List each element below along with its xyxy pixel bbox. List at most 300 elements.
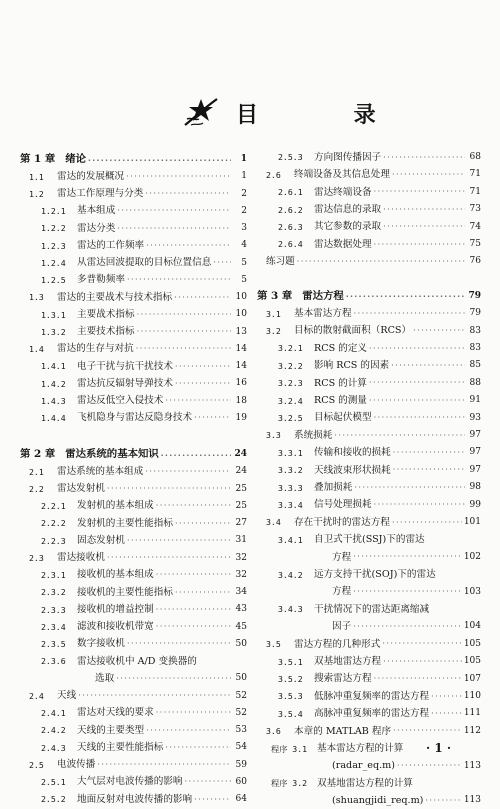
toc-entry-title: 雷达的生存与对抗: [57, 343, 134, 355]
toc-leader-dots: [369, 397, 465, 405]
toc-leader-dots: [107, 485, 231, 493]
toc-entry-number: 2.5.2: [41, 794, 66, 805]
toc-entry[interactable]: [257, 497, 481, 514]
toc-entry-title: 雷达的主要战术与技术指标: [57, 291, 173, 303]
toc-leader-dots: [383, 206, 465, 214]
toc-entry-number: 2.3.3: [41, 604, 66, 615]
toc-page-number: 79: [469, 308, 481, 319]
toc-leader-dots: [392, 171, 465, 179]
toc-leader-dots: [393, 466, 465, 474]
toc-entry-number: 3.2.3: [278, 378, 303, 389]
toc-leader-dots: [353, 623, 462, 631]
toc-entry-title: 雷达系统的基本组成: [57, 465, 144, 477]
toc-entry[interactable]: [20, 498, 247, 515]
toc-entry-number: 1.4: [29, 344, 44, 355]
toc-page-number: 75: [469, 239, 481, 249]
toc-entry[interactable]: [20, 341, 247, 358]
toc-entry-title: 接收机的主要性能指标: [77, 586, 173, 598]
toc-entry[interactable]: [20, 410, 247, 427]
toc-page-number: 85: [469, 360, 481, 371]
toc-entry-title: 基本雷达方程的计算: [317, 742, 404, 754]
toc-entry[interactable]: [257, 323, 481, 340]
toc-entry[interactable]: [20, 272, 247, 289]
toc-leader-dots: [156, 606, 231, 614]
toc-entry-number: 2.3: [29, 552, 44, 563]
toc-leader-dots: [354, 310, 465, 318]
toc-leader-dots: [156, 709, 231, 717]
toc-entry-number: 3.3: [266, 430, 281, 441]
toc-page-number: 102: [463, 551, 481, 562]
feather-star-logo-icon: [181, 95, 221, 131]
toc-page-number: 97: [469, 464, 481, 475]
toc-entry-title: (radar_eq.m): [332, 760, 396, 772]
toc-leader-dots: [374, 241, 465, 249]
toc-entry[interactable]: [257, 688, 481, 705]
toc-entry-number: 2.5.3: [278, 152, 303, 163]
toc-entry[interactable]: [20, 237, 247, 254]
toc-entry-number: 2.6.4: [278, 239, 303, 250]
toc-entry-title: 雷达接收机: [57, 552, 105, 564]
toc-entry-number: 2.4.2: [41, 725, 66, 736]
toc-entry[interactable]: [257, 236, 481, 253]
toc-entry[interactable]: [257, 201, 481, 218]
toc-entry[interactable]: [257, 653, 481, 670]
toc-entry[interactable]: [20, 636, 247, 653]
toc-page-number: 60: [235, 776, 247, 787]
toc-page-number: 24: [234, 449, 247, 459]
toc-entry-title: 搜索雷达方程: [314, 673, 372, 685]
toc-entry-title: 多普勒频率: [77, 274, 125, 286]
toc-entry-number: 1.2: [29, 188, 44, 199]
toc-page-number: 79: [468, 290, 481, 301]
toc-page-number: 103: [463, 586, 481, 597]
toc-entry[interactable]: [257, 514, 481, 531]
toc-entry-number: 程序 3.2: [271, 778, 308, 789]
toc-entry-title: 雷达数据处理: [314, 238, 372, 250]
toc-entry-title: 电波传播: [57, 759, 96, 771]
toc-page-number: 52: [235, 690, 247, 701]
toc-page-number: 54: [235, 742, 247, 753]
toc-entry[interactable]: [20, 791, 247, 808]
toc-entry[interactable]: [20, 463, 247, 480]
toc-entry-number: 3.3.4: [278, 499, 303, 510]
toc-page-number: 14: [235, 361, 247, 371]
toc-entry-title: 天线波束形状损耗: [314, 464, 391, 476]
toc-entry[interactable]: [257, 444, 481, 461]
toc-entry[interactable]: [20, 186, 247, 203]
toc-leader-dots: [137, 311, 231, 319]
page-title: 目 录: [236, 103, 420, 128]
toc-page-number: 27: [235, 518, 247, 528]
toc-page-number: 105: [463, 656, 481, 667]
toc-entry-title: 主要战术指标: [77, 308, 135, 320]
toc-entry-number: 3.4.1: [278, 534, 303, 545]
toc-entry-title: 雷达系统的基本知识: [65, 448, 159, 461]
toc-entry[interactable]: [20, 306, 247, 323]
toc-entry-number: 2.4.3: [41, 742, 66, 753]
toc-page-number: 24: [235, 466, 247, 477]
toc-entry[interactable]: [20, 393, 247, 410]
toc-entry[interactable]: [257, 166, 481, 183]
toc-entry-title: 发射机的基本组成: [77, 500, 154, 512]
toc-entry[interactable]: [20, 739, 247, 756]
toc-leader-dots: [117, 207, 231, 215]
toc-page-number: 113: [463, 795, 481, 806]
toc-entry-number: 3.2.2: [278, 360, 303, 371]
toc-entry[interactable]: [257, 531, 481, 548]
toc-entry-title: 绪论: [65, 153, 87, 166]
toc-page-number: 68: [469, 152, 481, 162]
toc-entry[interactable]: [20, 203, 247, 220]
toc-entry[interactable]: [20, 601, 247, 618]
toc-entry[interactable]: [20, 774, 247, 791]
toc-entry[interactable]: [257, 566, 481, 583]
toc-page-number: 111: [463, 708, 481, 719]
toc-entry-number: 1.3: [29, 292, 44, 303]
toc-leader-dots: [346, 292, 465, 300]
toc-entry-title: 主要技术指标: [77, 326, 135, 338]
toc-entry[interactable]: [257, 636, 481, 653]
toc-entry-title: 目标的散射截面积（RCS）: [294, 325, 412, 337]
toc-entry-title: 接收机的基本组成: [77, 569, 154, 581]
toc-entry-title: 系统损耗: [294, 429, 333, 441]
toc-leader-dots: [137, 328, 231, 336]
toc-leader-dots: [156, 571, 231, 579]
toc-leader-dots: [383, 658, 462, 666]
toc-page-number: 98: [469, 482, 481, 493]
toc-entry[interactable]: [257, 357, 481, 374]
toc-entry[interactable]: [257, 305, 481, 322]
toc-page-number: 34: [235, 587, 247, 597]
toc-entry-title: 电子干扰与抗干扰技术: [77, 360, 173, 372]
toc-chapter-entry[interactable]: [20, 151, 247, 168]
toc-entry-number: 3.2.1: [278, 343, 303, 354]
toc-entry-number: 2.3.4: [41, 621, 66, 632]
toc-entry-number: 3.4.2: [278, 569, 303, 580]
toc-entry-number: 3.2: [266, 325, 281, 336]
toc-entry-title: 因子: [332, 621, 352, 633]
toc-entry[interactable]: [257, 671, 481, 688]
toc-entry-title: 远方支持干扰(SOJ)下的雷达: [314, 568, 436, 580]
toc-entry-title: RCS 的计算: [314, 377, 367, 389]
toc-page-number: 10: [235, 309, 247, 320]
toc-page-number: 31: [235, 535, 247, 546]
toc-entry-number: 1.4.1: [41, 361, 66, 372]
toc-entry[interactable]: [20, 375, 247, 392]
toc-page-number: 105: [463, 638, 481, 649]
toc-leader-dots: [174, 294, 231, 302]
toc-entry-title: 雷达发射机: [57, 483, 105, 495]
toc-leader-dots: [397, 762, 462, 770]
toc-entry[interactable]: [20, 757, 247, 774]
toc-entry[interactable]: [257, 549, 481, 566]
toc-entry-number: 2.2.2: [41, 518, 66, 529]
toc-entry-number: 2.6.2: [278, 204, 303, 215]
toc-entry[interactable]: [20, 220, 247, 237]
toc-leader-dots: [126, 173, 231, 181]
toc-entry[interactable]: [257, 253, 481, 270]
toc-entry-number: 3.4.3: [278, 604, 303, 615]
toc-entry-number: 2.5: [29, 759, 44, 770]
toc-leader-dots: [383, 154, 465, 162]
toc-leader-dots: [161, 451, 231, 459]
toc-page-number: 50: [235, 673, 247, 684]
toc-leader-dots: [374, 675, 462, 683]
toc-page-number: 113: [463, 760, 481, 771]
toc-entry-number: 3.5.4: [278, 708, 303, 719]
toc-entry[interactable]: [20, 532, 247, 549]
toc-page-number: 16: [235, 378, 247, 389]
toc-entry[interactable]: [257, 792, 481, 809]
toc-leader-dots: [431, 693, 462, 701]
toc-entry-number: 2.6: [266, 169, 281, 180]
toc-leader-dots: [334, 432, 465, 440]
toc-leader-dots: [175, 520, 231, 528]
toc-leader-dots: [213, 259, 231, 267]
toc-entry-title: 雷达对天线的要求: [77, 707, 154, 719]
toc-entry-title: 数字接收机: [77, 638, 125, 650]
toc-entry-title: 本章的 MATLAB 程序: [294, 725, 392, 737]
toc-entry-number: 2.6.1: [278, 187, 303, 198]
toc-leader-dots: [374, 188, 465, 196]
toc-page-number: 32: [235, 569, 247, 580]
toc-page-number: 99: [469, 499, 481, 510]
toc-entry-title: 天线: [57, 690, 77, 702]
toc-page-number: 93: [469, 412, 481, 423]
toc-entry-number: 3.5.2: [278, 673, 303, 684]
toc-page-number: 104: [463, 621, 481, 632]
toc-leader-dots: [431, 710, 462, 718]
toc-entry-number: 3.3.2: [278, 465, 303, 476]
toc-page-number: 10: [235, 292, 247, 302]
toc-entry-number: 1.1: [29, 171, 44, 182]
toc-entry-title: 雷达分类: [77, 222, 116, 234]
toc-entry-number: 1.4.2: [41, 378, 66, 389]
toc-entry-number: 第 3 章: [257, 290, 293, 303]
toc-page-number: 25: [235, 483, 247, 494]
toc-page-number: 64: [235, 794, 247, 804]
toc-entry-number: 2.3.1: [41, 570, 66, 581]
toc-entry[interactable]: [20, 670, 247, 687]
toc-entry-title: 雷达抗反辐射导弹技术: [77, 377, 173, 389]
toc-entry[interactable]: [257, 584, 481, 601]
toc-entry[interactable]: [257, 601, 481, 618]
toc-entry-title: 存在干扰时的雷达方程: [294, 516, 390, 528]
toc-leader-dots: [116, 675, 231, 683]
toc-leader-dots: [391, 362, 465, 370]
toc-entry-number: 2.2.3: [41, 535, 66, 546]
toc-entry[interactable]: [257, 479, 481, 496]
toc-entry-number: 3.2.4: [278, 395, 303, 406]
toc-leader-dots: [383, 223, 465, 231]
toc-entry-number: 2.3.6: [41, 656, 66, 667]
toc-leader-dots: [354, 484, 465, 492]
toc-leader-dots: [156, 623, 231, 631]
toc-entry-title: 天线的主要类型: [77, 724, 145, 736]
toc-leader-dots: [145, 468, 231, 476]
toc-entry-number: 3.2.5: [278, 412, 303, 423]
toc-entry-number: 1.2.3: [41, 240, 66, 251]
toc-entry[interactable]: [20, 255, 247, 272]
toc-entry[interactable]: [257, 184, 481, 201]
toc-entry-number: 程序 3.1: [271, 743, 308, 754]
toc-entry-title: 基本组成: [77, 205, 116, 217]
toc-page-number: 43: [235, 604, 247, 615]
toc-header: [0, 95, 500, 135]
toc-entry-number: 2.4.1: [41, 708, 66, 719]
toc-leader-dots: [88, 156, 231, 164]
toc-entry[interactable]: [20, 705, 247, 722]
toc-page-number: 50: [235, 638, 247, 649]
toc-entry[interactable]: [257, 149, 481, 166]
toc-entry[interactable]: [257, 375, 481, 392]
toc-entry-title: 叠加损耗: [314, 481, 353, 493]
toc-entry-number: 3.5.1: [278, 656, 303, 667]
toc-entry-title: 基本雷达方程: [294, 307, 352, 319]
toc-entry[interactable]: [257, 427, 481, 444]
toc-entry-title: 选取: [95, 672, 115, 684]
toc-leader-dots: [156, 502, 231, 510]
toc-page-number: 76: [469, 256, 481, 267]
toc-page-number: 18: [235, 395, 247, 406]
toc-leader-dots: [413, 327, 465, 335]
toc-entry[interactable]: [20, 722, 247, 739]
toc-page-number: 5: [241, 257, 247, 268]
toc-entry[interactable]: [257, 723, 481, 740]
toc-page-number: 1: [241, 171, 247, 182]
toc-entry[interactable]: [257, 775, 481, 792]
toc-entry-number: 1.4.3: [41, 395, 66, 406]
toc-entry-number: 3.5.3: [278, 691, 303, 702]
toc-page-number: 14: [235, 343, 247, 354]
toc-entry-number: 1.3.1: [41, 309, 66, 320]
toc-entry-title: 高脉冲重复频率的雷达方程: [314, 708, 430, 720]
toc-leader-dots: [382, 640, 461, 648]
toc-chapter-entry[interactable]: [20, 446, 247, 463]
toc-leader-dots: [393, 449, 465, 457]
toc-leader-dots: [165, 744, 231, 752]
toc-leader-dots: [369, 345, 465, 353]
toc-page-number: 71: [469, 169, 481, 180]
toc-leader-dots: [78, 692, 231, 700]
toc-entry-number: 2.3.2: [41, 587, 66, 598]
toc-entry-title: 雷达的工作频率: [77, 239, 145, 251]
toc-entry[interactable]: [257, 392, 481, 409]
toc-entry-title: 信号处理损耗: [314, 499, 372, 511]
toc-entry-title: 目标起伏模型: [314, 412, 372, 424]
toc-page-number: 97: [469, 430, 481, 440]
toc-entry-title: 其它参数的录取: [314, 221, 382, 233]
toc-page-number: 45: [235, 621, 247, 632]
toc-page-number: 97: [469, 447, 481, 458]
toc-entry[interactable]: [20, 567, 247, 584]
toc-leader-dots: [97, 761, 231, 769]
toc-entry-title: 双基地雷达方程的计算: [317, 777, 413, 789]
toc-page-number: 25: [235, 500, 247, 511]
toc-entry-number: 3.3.1: [278, 447, 303, 458]
toc-page-number: 2: [241, 188, 247, 199]
toc-leader-dots: [117, 225, 231, 233]
toc-entry-number: 3.3.3: [278, 482, 303, 493]
toc-leader-dots: [194, 796, 231, 804]
toc-leader-dots: [175, 589, 231, 597]
toc-entry[interactable]: [20, 515, 247, 532]
toc-entry-title: 低脉冲重复频率的雷达方程: [314, 690, 430, 702]
toc-entry-number: 1.2.5: [41, 275, 66, 286]
toc-page-number: 3: [241, 223, 247, 233]
toc-entry-number: 3.1: [266, 308, 281, 319]
toc-entry[interactable]: [20, 168, 247, 185]
toc-page-number: 4: [241, 240, 247, 251]
toc-entry[interactable]: [257, 618, 481, 635]
toc-entry-number: 1.4.4: [41, 413, 66, 424]
toc-entry-number: 2.4: [29, 690, 44, 701]
toc-entry-title: 发射机的主要性能指标: [77, 517, 173, 529]
toc-entry[interactable]: [20, 550, 247, 567]
toc-entry-number: 3.5: [266, 639, 281, 650]
toc-entry-title: 雷达终端设备: [314, 186, 372, 198]
toc-entry-title: 雷达反低空入侵技术: [77, 395, 164, 407]
toc-entry-number: 1.2.1: [41, 206, 66, 217]
toc-page-number: 91: [469, 395, 481, 406]
toc-entry[interactable]: [257, 758, 481, 775]
toc-entry[interactable]: [20, 619, 247, 636]
toc-entry-title: 雷达工作原理与分类: [57, 188, 144, 200]
toc-page-number: 53: [235, 725, 247, 735]
toc-leader-dots: [175, 363, 231, 371]
toc-entry[interactable]: [20, 289, 247, 306]
toc-page-number: 74: [469, 221, 481, 232]
toc-page-number: 83: [469, 343, 481, 353]
toc-page-number: 73: [469, 204, 481, 215]
toc-entry[interactable]: [20, 584, 247, 601]
toc-leader-dots: [369, 379, 465, 387]
toc-entry[interactable]: [20, 653, 247, 670]
toc-leader-dots: [374, 414, 465, 422]
toc-leader-dots: [127, 537, 231, 545]
toc-leader-dots: [194, 414, 231, 422]
toc-entry[interactable]: [257, 219, 481, 236]
toc-entry-number: 2.2: [29, 483, 44, 494]
toc-entry[interactable]: [257, 340, 481, 357]
toc-entry-title: 滤波和接收机带宽: [77, 621, 154, 633]
toc-entry-title: 雷达的发展概况: [57, 170, 125, 182]
toc-page-number: 83: [469, 325, 481, 336]
toc-entry-title: 从雷达回波提取的目标位置信息: [77, 257, 212, 269]
toc-entry-number: 第 1 章: [20, 153, 56, 166]
page-number: · 1 ·: [426, 741, 452, 755]
toc-entry[interactable]: [20, 481, 247, 498]
toc-entry[interactable]: [20, 688, 247, 705]
toc-entry-number: 1.2.4: [41, 257, 66, 268]
toc-entry[interactable]: [20, 358, 247, 375]
toc-entry-title: 影响 RCS 的因素: [314, 360, 390, 372]
toc-page-number: 110: [463, 691, 481, 701]
toc-page-number: 5: [241, 274, 247, 285]
toc-page-number: 32: [235, 552, 247, 563]
toc-entry-title: 大气层对电波传播的影响: [77, 776, 183, 788]
toc-entry[interactable]: [257, 410, 481, 427]
toc-entry[interactable]: [257, 705, 481, 722]
toc-entry-number: 2.6.3: [278, 221, 303, 232]
toc-entry[interactable]: [20, 324, 247, 341]
toc-leader-dots: [107, 554, 231, 562]
toc-entry-title: 雷达接收机中 A/D 变换器的: [77, 655, 197, 667]
toc-entry-number: 3.4: [266, 517, 281, 528]
toc-entry-title: RCS 的测量: [314, 394, 367, 406]
toc-chapter-entry[interactable]: [257, 288, 481, 305]
toc-entry[interactable]: [257, 462, 481, 479]
